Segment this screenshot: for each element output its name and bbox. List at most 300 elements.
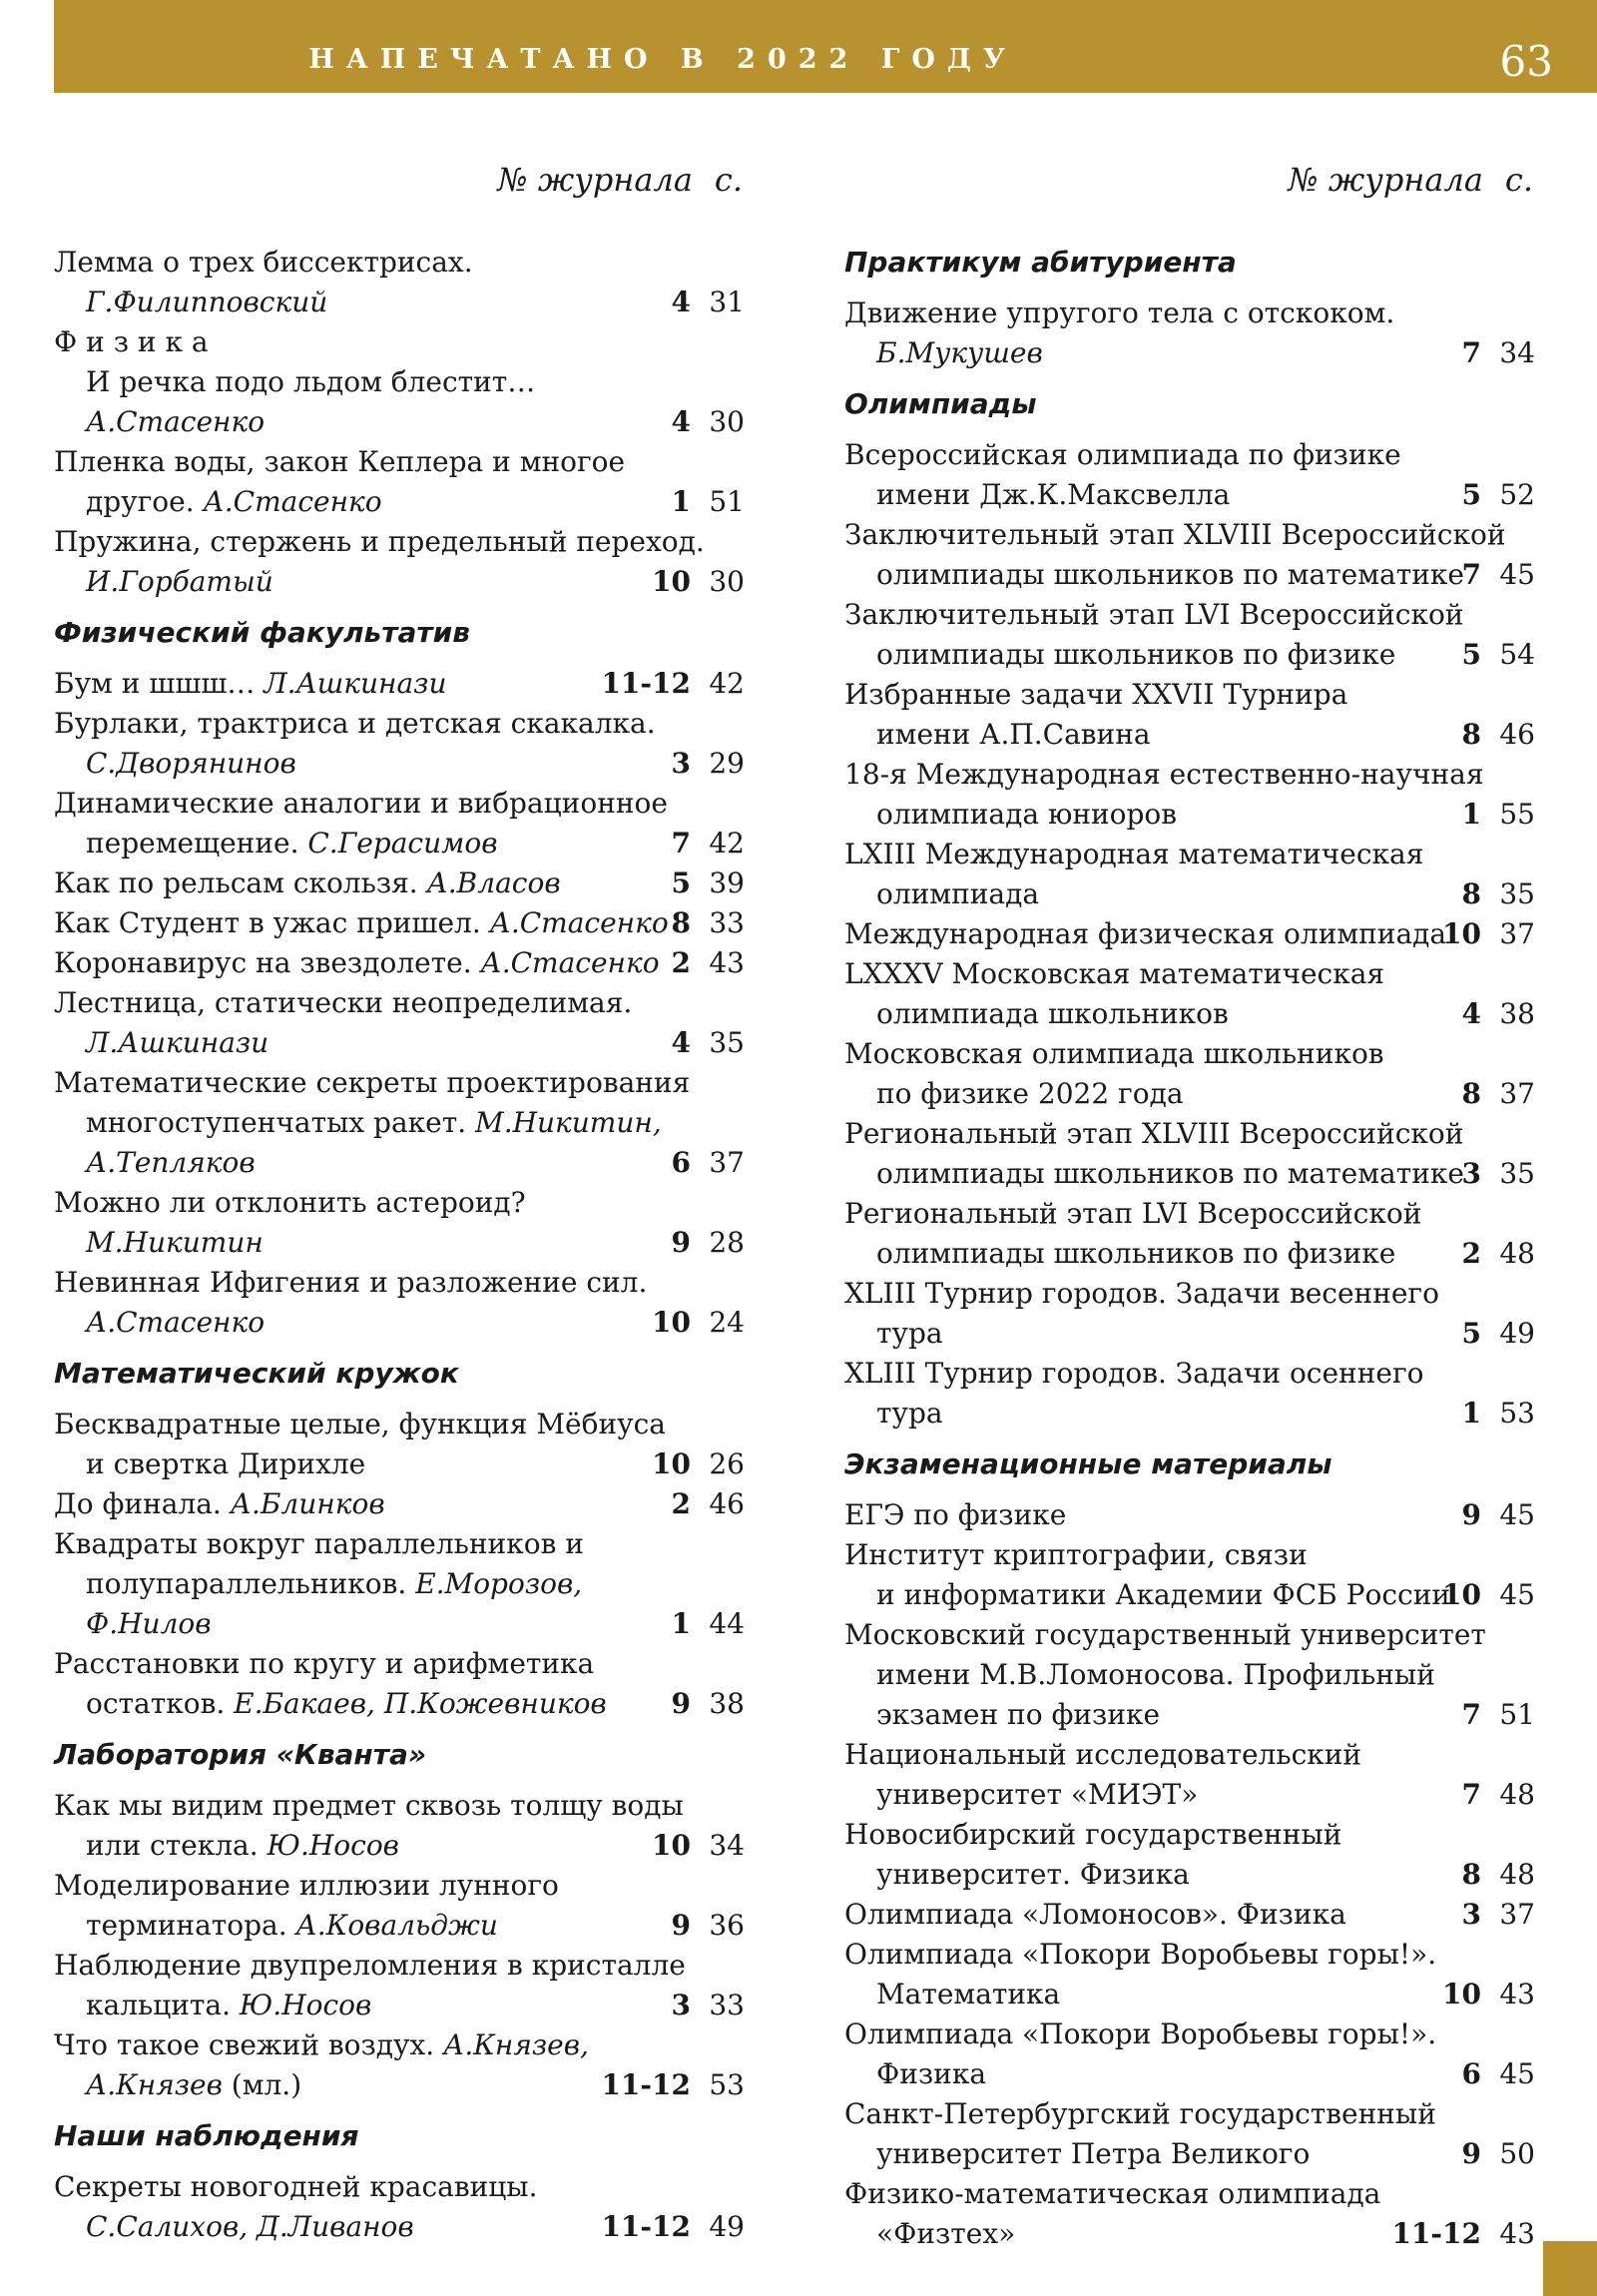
entry-title: олимпиады школьников по математике — [876, 1157, 1464, 1190]
entry-line — [844, 333, 1543, 373]
column-header-page: с. — [714, 161, 743, 199]
entry-line — [54, 2167, 753, 2207]
page-number-ref: 52 — [1499, 478, 1535, 511]
entry-title: Можно ли отклонить астероид? — [54, 1186, 526, 1219]
entry-title: тура — [876, 1397, 943, 1430]
entry-title: Секреты новогодней красавицы. — [54, 2170, 538, 2203]
entry-title: олимпиада — [876, 877, 1040, 910]
issue-number: 5 — [1461, 638, 1481, 671]
page-number-ref: 43 — [1499, 1978, 1535, 2010]
page-number-ref: 45 — [1499, 1498, 1535, 1531]
entry-title: университет «МИЭТ» — [876, 1778, 1199, 1811]
issue-number: 9 — [671, 1687, 691, 1720]
page-number-ref: 34 — [709, 1829, 745, 1862]
issue-number: 7 — [1461, 336, 1481, 369]
entry-author: А.Стасенко — [489, 906, 669, 939]
index-entry — [844, 755, 1543, 835]
entry-title: Олимпиада «Покори Воробьевы горы!». — [844, 1938, 1437, 1971]
entry-title: олимпиады школьников по математике — [876, 558, 1464, 591]
issue-number: 10 — [652, 565, 691, 598]
entry-title: Математика — [876, 1978, 1061, 2010]
entry-line — [844, 1034, 1543, 1074]
entry-title: Коронавирус на звездолете. — [54, 946, 481, 979]
entry-title: Как Студент в ужас пришел. — [54, 906, 490, 939]
entry-author: А.Князев — [86, 2068, 223, 2101]
entry-title: Как по рельсам скользя. — [54, 866, 427, 899]
entry-line — [844, 2174, 1543, 2214]
page-number-ref: 53 — [1499, 1397, 1535, 1430]
page-number-ref: 45 — [1499, 1578, 1535, 1611]
entry-title: олимпиады школьников по физике — [876, 638, 1396, 671]
page-number-ref: 35 — [709, 1026, 745, 1059]
index-entry — [844, 1735, 1543, 1815]
entry-line — [54, 1143, 753, 1183]
entry-line — [54, 362, 753, 402]
entry-line — [844, 2134, 1543, 2174]
entry-line — [54, 983, 753, 1023]
entry-title: Олимпиада «Покори Воробьевы горы!». — [844, 2017, 1437, 2050]
entry-line — [54, 1604, 753, 1644]
section-heading: Экзаменационные материалы — [844, 1447, 1332, 1480]
issue-number: 11-12 — [601, 2210, 691, 2243]
entry-title: Математические секреты проектирования — [54, 1066, 691, 1099]
index-entry — [54, 1484, 753, 1524]
entry-author: Ф.Нилов — [86, 1607, 212, 1640]
index-entry — [54, 664, 753, 704]
entry-title: Невинная Ифигения и разложение сил. — [54, 1266, 648, 1299]
section-heading: Лаборатория «Кванта» — [54, 1738, 427, 1771]
entry-author: Е.Морозов, — [415, 1567, 583, 1600]
entry-line — [54, 1946, 753, 1986]
entry-title: другое. — [86, 485, 204, 518]
index-entry — [54, 704, 753, 784]
entry-title: Бурлаки, трактриса и детская скакалка. — [54, 707, 656, 740]
entry-line — [54, 1303, 753, 1343]
page-number-ref: 45 — [1499, 558, 1535, 591]
page-number-ref: 51 — [1499, 1698, 1535, 1731]
entry-line — [844, 835, 1543, 874]
page-number: 63 — [1499, 37, 1553, 86]
index-entry — [54, 784, 753, 863]
issue-number: 1 — [1461, 798, 1481, 831]
entry-line — [844, 1394, 1543, 1434]
index-entry — [844, 675, 1543, 755]
index-entry — [54, 1063, 753, 1183]
entry-line — [844, 954, 1543, 994]
issue-number: 3 — [1461, 1898, 1481, 1931]
entry-author: А.Блинков — [230, 1487, 385, 1520]
entry-line — [844, 2054, 1543, 2094]
entry-title: LXIII Международная математическая — [844, 838, 1424, 870]
entry-line — [54, 1826, 753, 1866]
entry-line — [54, 1484, 753, 1524]
index-entry — [844, 1815, 1543, 1895]
entry-title: Пленка воды, закон Кеплера и многое — [54, 445, 626, 478]
entry-title: имени М.В.Ломоносова. Профильный — [876, 1658, 1435, 1691]
entry-author: М.Никитин, — [475, 1106, 662, 1139]
entry-line — [844, 1154, 1543, 1194]
page-number-ref: 37 — [1499, 1898, 1535, 1931]
page-number-ref: 28 — [709, 1226, 745, 1259]
page-number-ref: 43 — [1499, 2217, 1535, 2250]
entry-line — [54, 704, 753, 744]
issue-number: 6 — [1461, 2057, 1481, 2090]
entry-line — [844, 1615, 1543, 1655]
page-number-ref: 44 — [709, 1607, 745, 1640]
entry-line — [844, 1895, 1543, 1935]
index-entry — [54, 943, 753, 983]
entry-title: имени А.П.Савина — [876, 718, 1151, 751]
section-heading: Наши наблюдения — [54, 2119, 359, 2152]
issue-number: 3 — [671, 747, 691, 780]
entry-title: университет. Физика — [876, 1858, 1190, 1891]
entry-title: Новосибирский государственный — [844, 1818, 1342, 1851]
issue-number: 7 — [671, 827, 691, 860]
entry-line — [844, 715, 1543, 755]
entry-line — [54, 1866, 753, 1906]
entry-line — [54, 1644, 753, 1684]
page-number-ref: 45 — [1499, 2057, 1535, 2090]
issue-number: 11-12 — [601, 2068, 691, 2101]
issue-number: 8 — [1461, 877, 1481, 910]
entry-title: Физико-математическая олимпиада — [844, 2177, 1381, 2210]
entry-author: А.Власов — [426, 866, 561, 899]
index-entry — [844, 954, 1543, 1034]
index-entry — [844, 595, 1543, 675]
issue-number: 10 — [1442, 1978, 1481, 2010]
issue-number: 9 — [671, 1909, 691, 1942]
entry-line — [54, 1906, 753, 1946]
entry-line — [844, 874, 1543, 914]
entry-line — [54, 322, 753, 362]
entry-title: или стекла. — [86, 1829, 267, 1862]
page-number-ref: 35 — [1499, 1157, 1535, 1190]
issue-number: 9 — [1461, 2137, 1481, 2170]
entry-line — [844, 1074, 1543, 1114]
entry-title: Московская олимпиада школьников — [844, 1037, 1384, 1070]
page-number-ref: 34 — [1499, 336, 1535, 369]
entry-title: имени Дж.К.Максвелла — [876, 478, 1231, 511]
issue-number: 11-12 — [601, 667, 691, 700]
issue-number: 3 — [671, 1989, 691, 2021]
entry-author: Л.Ашкинази — [264, 667, 447, 700]
index-entry — [844, 835, 1543, 914]
entry-line — [844, 1234, 1543, 1274]
issue-number: 10 — [1442, 917, 1481, 950]
entry-author: А.Тепляков — [86, 1146, 256, 1179]
entry-author: С.Дворянинов — [86, 747, 296, 780]
entry-line — [844, 1495, 1543, 1535]
entry-line — [54, 482, 753, 522]
page-number-ref: 46 — [709, 1487, 745, 1520]
entry-title: Бум и шшш… — [54, 667, 265, 700]
entry-title: Институт криптографии, связи — [844, 1538, 1308, 1571]
entry-line — [54, 744, 753, 784]
entry-line — [844, 1314, 1543, 1354]
issue-number: 4 — [671, 405, 691, 438]
index-entry — [844, 1535, 1543, 1615]
page-number-ref: 49 — [1499, 1317, 1535, 1350]
entry-line — [844, 635, 1543, 675]
entry-title: Физика — [876, 2057, 987, 2090]
index-entry — [54, 522, 753, 602]
entry-line — [54, 1986, 753, 2025]
page-number-ref: 31 — [709, 286, 745, 318]
entry-title: и свертка Дирихле — [86, 1447, 366, 1480]
entry-title: тура — [876, 1317, 943, 1350]
entry-line — [54, 522, 753, 562]
entry-title: и информатики Академии ФСБ России — [876, 1578, 1451, 1611]
entry-line — [54, 1524, 753, 1564]
page-number-ref: 48 — [1499, 1237, 1535, 1270]
entry-line — [844, 795, 1543, 835]
entry-title: экзамен по физике — [876, 1698, 1161, 1731]
entry-line — [844, 1274, 1543, 1314]
index-entry — [54, 1183, 753, 1263]
page-number-ref: 26 — [709, 1447, 745, 1480]
index-entry — [844, 1194, 1543, 1274]
index-entry — [54, 903, 753, 943]
column-header — [54, 160, 753, 200]
index-entry — [844, 2014, 1543, 2094]
entry-line — [54, 1684, 753, 1724]
entry-line — [844, 1655, 1543, 1695]
entry-title: Заключительный этап XLVIII Всероссийской — [844, 518, 1506, 551]
entry-title: Всероссийская олимпиада по физике — [844, 438, 1401, 471]
section-heading: Практикум абитуриента — [844, 246, 1237, 279]
entry-line — [844, 2094, 1543, 2134]
entry-title: Национальный исследовательский — [844, 1738, 1362, 1771]
index-entry — [844, 1495, 1543, 1535]
section-heading: Математический кружок — [54, 1357, 459, 1390]
page-number-ref: 53 — [709, 2068, 745, 2101]
index-entry — [54, 322, 753, 442]
entry-line — [844, 1535, 1543, 1575]
index-entry — [844, 1615, 1543, 1735]
page-number-ref: 37 — [1499, 1077, 1535, 1110]
index-entry — [54, 243, 753, 322]
entry-line — [844, 914, 1543, 954]
issue-number: 4 — [1461, 997, 1481, 1030]
entry-line — [844, 1354, 1543, 1394]
issue-number: 8 — [1461, 1077, 1481, 1110]
index-entry — [54, 2025, 753, 2105]
page-number-ref: 48 — [1499, 1778, 1535, 1811]
right-column — [844, 160, 1543, 2254]
entry-line — [844, 1935, 1543, 1975]
entry-line — [844, 994, 1543, 1034]
entry-line — [54, 243, 753, 283]
entry-author: Ю.Носов — [266, 1829, 399, 1862]
entry-title: Московский государственный университет — [844, 1618, 1486, 1651]
entry-author: Б.Мукушев — [876, 336, 1043, 369]
entry-title: Пружина, стержень и предельный переход. — [54, 525, 705, 558]
entry-line — [844, 1815, 1543, 1855]
issue-number: 9 — [671, 1226, 691, 1259]
index-entry — [844, 2174, 1543, 2254]
corner-decoration — [1543, 2241, 1597, 2296]
entry-author: С.Салихов, Д.Ливанов — [86, 2210, 414, 2243]
issue-number: 1 — [671, 485, 691, 518]
entry-line — [844, 1735, 1543, 1775]
entry-author: А.Князев, — [443, 2028, 589, 2061]
index-entry — [844, 1354, 1543, 1434]
issue-number: 5 — [671, 866, 691, 899]
issue-number: 8 — [1461, 1858, 1481, 1891]
page-number-ref: 33 — [709, 906, 745, 939]
column-header-journal: № журнала — [1288, 161, 1483, 199]
index-entry — [844, 435, 1543, 515]
issue-number: 2 — [1461, 1237, 1481, 1270]
page-number-ref: 37 — [709, 1146, 745, 1179]
entry-line — [844, 1975, 1543, 2014]
entry-author: М.Никитин — [86, 1226, 264, 1259]
index-entry — [844, 1895, 1543, 1935]
entry-title: остатков. — [86, 1687, 235, 1720]
entry-line — [844, 1695, 1543, 1735]
issue-number: 3 — [1461, 1157, 1481, 1190]
entry-line — [54, 442, 753, 482]
entry-line — [54, 1564, 753, 1604]
entry-title: Лестница, статически неопределимая. — [54, 986, 633, 1019]
entry-line — [844, 475, 1543, 515]
entry-title: Моделирование иллюзии лунного — [54, 1869, 559, 1902]
header-bar — [54, 0, 1597, 93]
entry-title: LXXXV Московская математическая — [844, 957, 1385, 990]
entry-line — [54, 1023, 753, 1063]
index-entry — [54, 1263, 753, 1343]
page-number-ref: 49 — [709, 2210, 745, 2243]
entry-line — [844, 595, 1543, 635]
entry-line — [54, 863, 753, 903]
entry-title: Движение упругого тела с отскоком. — [844, 296, 1395, 329]
page-number-ref: 46 — [1499, 718, 1535, 751]
page-number-ref: 42 — [709, 827, 745, 860]
entry-title: Квадраты вокруг параллельников и — [54, 1527, 584, 1560]
entry-line — [54, 1063, 753, 1103]
page-number-ref: 37 — [1499, 917, 1535, 950]
entry-author: А.Ковальджи — [295, 1909, 498, 1942]
entry-line — [54, 943, 753, 983]
issue-number: 5 — [1461, 1317, 1481, 1350]
entry-title: «Физтех» — [876, 2217, 1016, 2250]
entry-line — [844, 755, 1543, 795]
index-entry — [54, 1786, 753, 1866]
issue-number: 7 — [1461, 1778, 1481, 1811]
entry-title: Международная физическая олимпиада — [844, 917, 1447, 950]
entry-author: А.Стасенко — [86, 1306, 266, 1339]
index-entry — [844, 2094, 1543, 2174]
entry-line — [54, 784, 753, 824]
index-entry — [844, 515, 1543, 595]
issue-number: 8 — [671, 906, 691, 939]
entry-title: Заключительный этап LVI Всероссийской — [844, 598, 1464, 631]
page-number-ref: 33 — [709, 1989, 745, 2021]
page-number-ref: 39 — [709, 866, 745, 899]
page-number-ref: 48 — [1499, 1858, 1535, 1891]
index-entry — [844, 1274, 1543, 1354]
entry-author: И.Горбатый — [86, 565, 273, 598]
page-number-ref: 51 — [709, 485, 745, 518]
page-number-ref: 42 — [709, 667, 745, 700]
issue-number: 1 — [671, 1607, 691, 1640]
section-heading: Олимпиады — [844, 387, 1037, 420]
issue-number: 4 — [671, 1026, 691, 1059]
issue-number: 7 — [1461, 558, 1481, 591]
page-number-ref: 29 — [709, 747, 745, 780]
index-entry — [844, 914, 1543, 954]
entry-author: А.Стасенко — [480, 946, 660, 979]
page-number-ref: 55 — [1499, 798, 1535, 831]
entry-title: Расстановки по кругу и арифметика — [54, 1647, 595, 1680]
entry-line — [54, 283, 753, 322]
issue-number: 6 — [671, 1146, 691, 1179]
entry-title: олимпиада школьников — [876, 997, 1229, 1030]
entry-line — [54, 1183, 753, 1223]
entry-line — [54, 402, 753, 442]
entry-line — [844, 515, 1543, 555]
entry-title: До финала. — [54, 1487, 231, 1520]
entry-author: А.Стасенко — [203, 485, 382, 518]
entry-line — [54, 903, 753, 943]
entry-title: университет Петра Великого — [876, 2137, 1311, 2170]
issue-number: 2 — [671, 1487, 691, 1520]
left-index-list — [54, 243, 753, 2247]
entry-line — [844, 1775, 1543, 1815]
entry-author: Г.Филипповский — [86, 286, 328, 318]
issue-number: 8 — [1461, 718, 1481, 751]
entry-line — [844, 1114, 1543, 1154]
issue-number: 10 — [652, 1306, 691, 1339]
entry-title: Что такое свежий воздух. — [54, 2028, 444, 2061]
index-entry — [54, 1524, 753, 1644]
index-entry — [844, 1034, 1543, 1114]
entry-title: терминатора. — [86, 1909, 296, 1942]
entry-line — [54, 824, 753, 863]
page-number-ref: 38 — [709, 1687, 745, 1720]
page-number-ref: 50 — [1499, 2137, 1535, 2170]
issue-number: 11-12 — [1391, 2217, 1481, 2250]
index-entry — [54, 1405, 753, 1484]
entry-title: Бесквадратные целые, функция Мёбиуса — [54, 1408, 666, 1440]
entry-line — [54, 562, 753, 602]
page-number-ref: 30 — [709, 405, 745, 438]
page-number-ref: 30 — [709, 565, 745, 598]
issue-number: 9 — [1461, 1498, 1481, 1531]
entry-line — [844, 555, 1543, 595]
entry-line — [844, 1855, 1543, 1895]
issue-number: 10 — [1442, 1578, 1481, 1611]
issue-number: 2 — [671, 946, 691, 979]
page-number-ref: 38 — [1499, 997, 1535, 1030]
page-title: НАПЕЧАТАНО В 2022 ГОДУ — [308, 44, 1017, 75]
issue-number: 1 — [1461, 1397, 1481, 1430]
entry-author: А.Стасенко — [86, 405, 266, 438]
issue-number: 10 — [652, 1829, 691, 1862]
entry-title: Региональный этап XLVIII Всероссийской — [844, 1117, 1464, 1150]
entry-line — [54, 1103, 753, 1143]
entry-title: Лемма о трех биссектрисах. — [54, 246, 473, 279]
entry-title: Санкт-Петербургский государственный — [844, 2097, 1436, 2130]
entry-title: олимпиады школьников по физике — [876, 1237, 1396, 1270]
entry-line — [54, 1263, 753, 1303]
entry-title: кальцита. — [86, 1989, 240, 2021]
entry-author: Ю.Носов — [239, 1989, 372, 2021]
index-entry — [54, 1946, 753, 2025]
entry-title: (мл.) — [222, 2068, 302, 2101]
entry-title: XLIII Турнир городов. Задачи весеннего — [844, 1277, 1439, 1310]
entry-title: по физике 2022 года — [876, 1077, 1184, 1110]
